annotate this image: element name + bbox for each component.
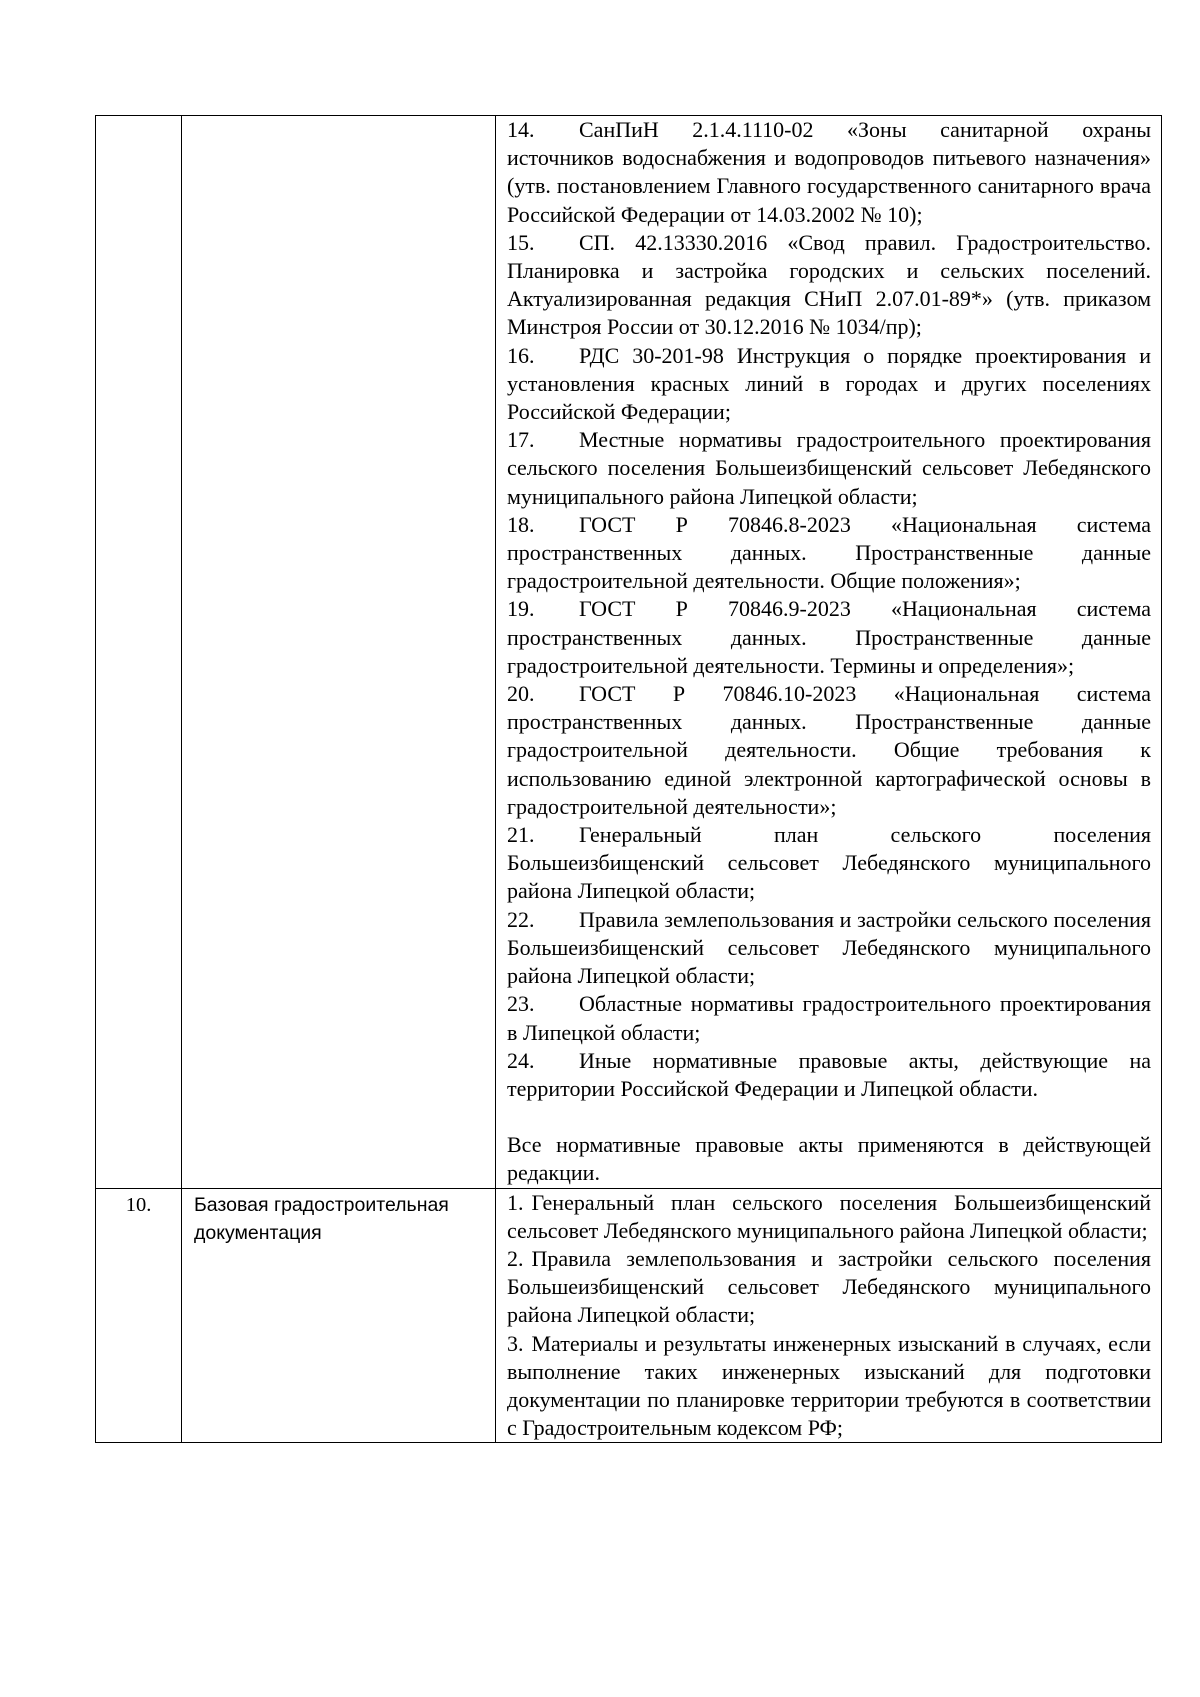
list-item [507,906,1151,991]
item-number: 17. [507,427,535,453]
item-number: 1. [507,1189,524,1215]
list-item [507,595,1151,680]
list-item [507,1189,1151,1245]
list-item [507,1330,1151,1443]
row-name-cell [182,1188,496,1443]
regulations-note: Все нормативные правовые акты применяются в действующей редакции. [507,1132,1151,1186]
item-text: Материалы и результаты инженерных изысканий в случаях, если выполнение таких инженерных изысканий для подготовки документации по планировке территории требуются в соответствии с Градостроительным кодексом РФ; [507,1330,1151,1441]
item-number: 19. [507,596,535,622]
row-name: Базовая градостроительная документация [194,1193,449,1244]
list-item [507,1047,1151,1103]
list-item [507,821,1151,906]
list-item [507,1245,1151,1330]
list-item [507,116,1151,229]
base-documentation-list [496,1189,1161,1443]
row-number: 10. [125,1193,152,1216]
regulations-list [496,116,1161,1188]
requirements-table [95,115,1162,1443]
item-text: ГОСТ Р 70846.10-2023 «Национальная система пространственных данных. Пространственные данные градостроительной деятельности. Общие требования к использованию единой электронной картографической основы в градостроительной деятельности»; [507,681,1151,819]
item-text: Генеральный план сельского поселения Большеизбищенский сельсовет Лебедянского муниципального района Липецкой области; [507,822,1151,904]
item-text: СанПиН 2.1.4.1110-02 «Зоны санитарной охраны источников водоснабжения и водопроводов питьевого назначения» (утв. постановлением Главного государственного санитарного врача Российской Федерации от 14.03.2002 № 10); [507,117,1151,227]
item-text: СП. 42.13330.2016 «Свод правил. Градостроительство. Планировка и застройка городских и сельских поселений. Актуализированная редакция СНиП 2.07.01-89*» (утв. приказом Минстроя России от 30.12.2016 № 1034/пр); [507,229,1151,340]
row-content-cell [496,1188,1162,1443]
row-number-cell [96,116,182,1189]
list-item [507,680,1151,821]
item-text: Местные нормативы градостроительного проектирования сельского поселения Большеизбищенский сельсовет Лебедянского муниципального района Липецкой области; [507,427,1151,509]
list-item [507,426,1151,511]
item-number: 2. [507,1245,524,1271]
list-item [507,511,1151,596]
item-number: 16. [507,342,535,368]
item-text: РДС 30-201-98 Инструкция о порядке проектирования и установления красных линий в городах и других поселениях Российской Федерации; [507,342,1151,425]
item-text: ГОСТ Р 70846.9-2023 «Национальная система пространственных данных. Пространственные данные градостроительной деятельности. Термины и определения»; [507,596,1151,678]
table-row-10 [96,1188,1162,1443]
table-row-continuation [96,116,1162,1189]
item-number: 18. [507,511,535,537]
item-text: Иные нормативные правовые акты, действующие на территории Российской Федерации и Липецкой области. [507,1047,1151,1101]
item-number: 24. [507,1047,535,1073]
item-number: 14. [507,117,535,142]
list-item [507,990,1151,1046]
item-number: 20. [507,681,535,707]
item-text: Генеральный план сельского поселения Большеизбищенский сельсовет Лебедянского муниципального района Липецкой области; [507,1189,1151,1243]
list-item [507,229,1151,342]
row-number-cell [96,1188,182,1443]
row-content-cell [496,116,1162,1189]
row-name [182,116,495,118]
item-text: Правила землепользования и застройки сельского поселения Большеизбищенский сельсовет Лебедянского муниципального района Липецкой области; [507,1245,1151,1328]
row-number [96,116,181,118]
item-text: Правила землепользования и застройки сельского поселения Большеизбищенский сельсовет Лебедянского муниципального района Липецкой области; [507,906,1151,989]
item-number: 22. [507,906,535,932]
item-number: 23. [507,991,535,1017]
item-number: 15. [507,229,535,255]
item-number: 3. [507,1330,524,1356]
item-number: 21. [507,822,535,848]
row-name-cell [182,116,496,1189]
item-text: ГОСТ Р 70846.8-2023 «Национальная система пространственных данных. Пространственные данные градостроительной деятельности. Общие положения»; [507,511,1151,594]
list-item [507,342,1151,427]
item-text: Областные нормативы градостроительного проектирования в Липецкой области; [507,991,1151,1045]
